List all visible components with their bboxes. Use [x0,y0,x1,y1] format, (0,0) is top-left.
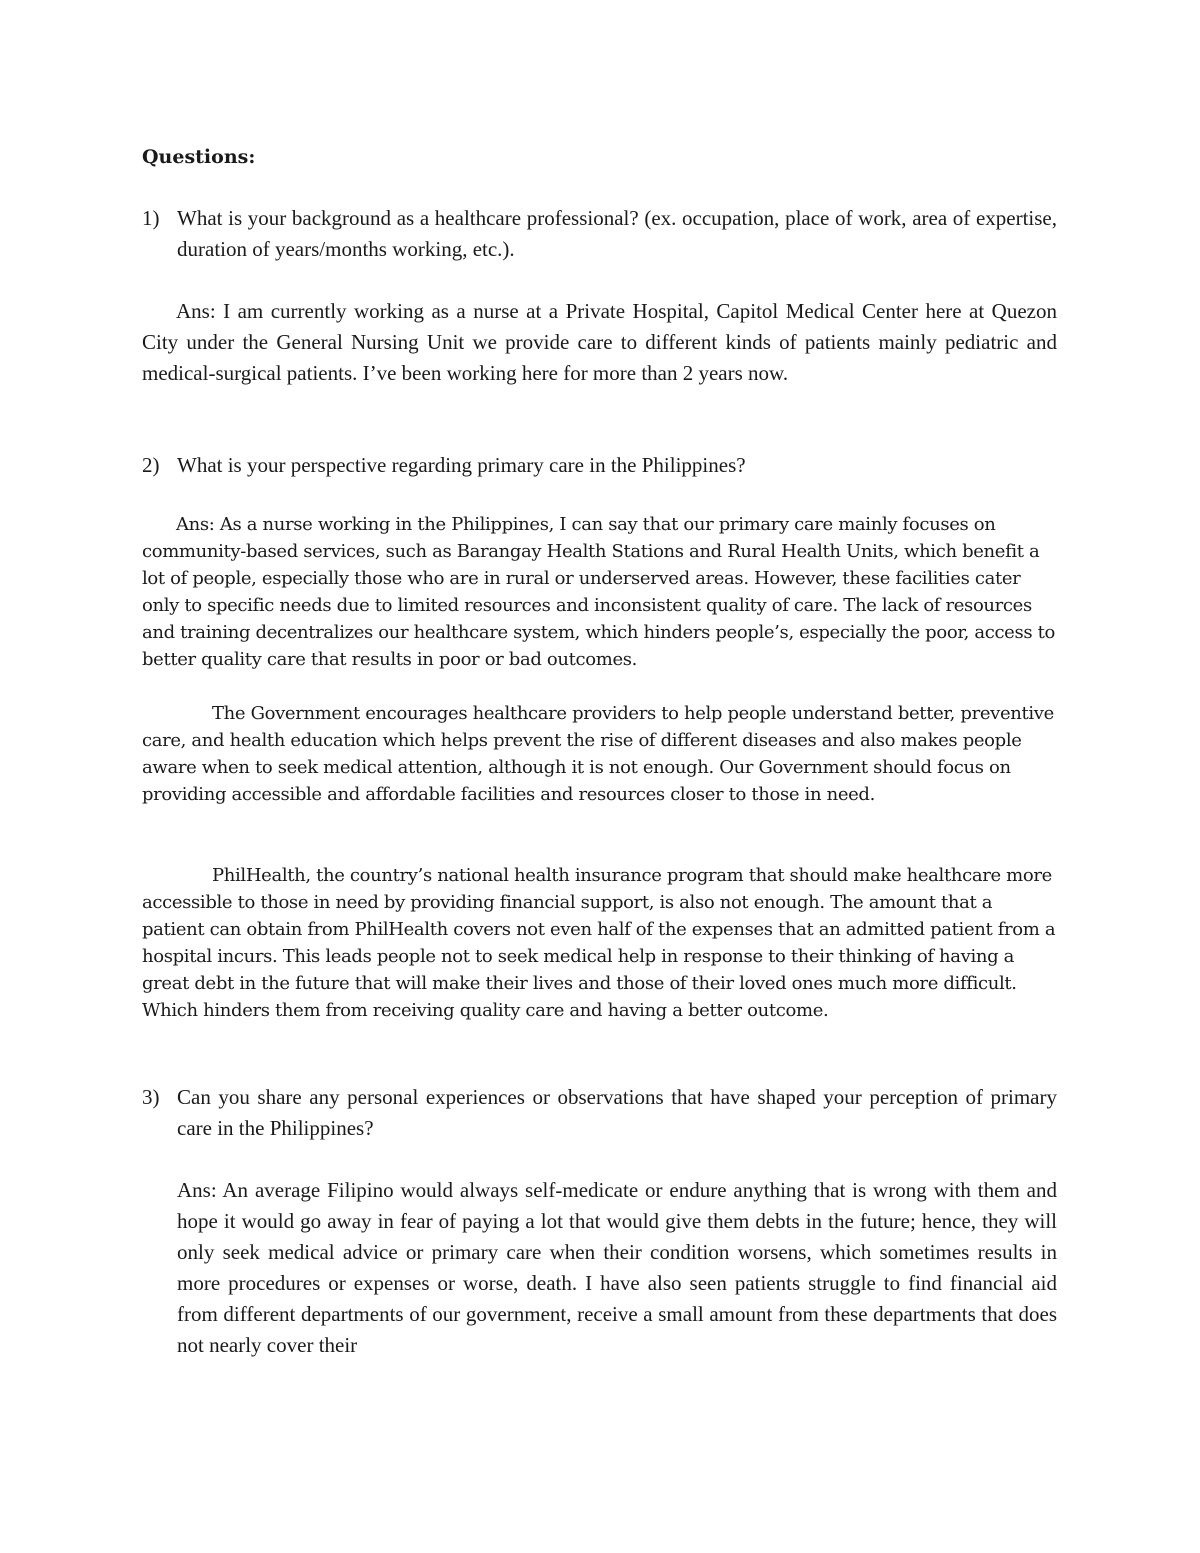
answer-2-paragraph-2: The Government encourages healthcare providers to help people understand better, preventive care, and health education which helps prevent the rise of different diseases and also makes people aware when to seek medical attention, although it is not enough. Our Government should focus on providing accessible and affordable facilities and resources closer to those in need. [142,703,1054,805]
page-heading: Questions: [142,146,256,168]
question-3-number: 3) [142,1085,160,1109]
question-2-text: What is your perspective regarding primary care in the Philippines? [177,453,746,477]
answer-1-text: Ans: I am currently working as a nurse at a Private Hospital, Capitol Medical Center here at Quezon City under the General Nursing Unit we provide care to different kinds of patients mainly pediatric and medical-surgical patients. I’ve been working here for more than 2 years now. [142,299,1057,385]
question-1-number: 1) [142,206,160,230]
question-1-text: What is your background as a healthcare professional? (ex. occupation, place of work, area of expertise, duration of years/months working, etc.). [177,206,1057,261]
answer-2-paragraph-3: PhilHealth, the country’s national health insurance program that should make healthcare more accessible to those in need by providing financial support, is also not enough. The amount that a patient can obtain from PhilHealth covers not even half of the expenses that an admitted patient from a hospital incurs. This leads people not to seek medical help in response to their thinking of having a great debt in the future that will make their lives and those of their loved ones much more difficult. Which hinders them from receiving quality care and having a better outcome. [142,865,1056,1021]
question-2-number: 2) [142,453,160,477]
answer-3-text: Ans: An average Filipino would always self-medicate or endure anything that is wrong with them and hope it would go away in fear of paying a lot that would give them debts in the future; hence, they will only seek medical advice or primary care when their condition worsens, which sometimes results in more procedures or expenses or worse, death. I have also seen patients struggle to find financial aid from different departments of our government, receive a small amount from these departments that does not nearly cover their [177,1178,1057,1357]
question-3-text: Can you share any personal experiences or observations that have shaped your perception of primary care in the Philippines? [177,1085,1057,1140]
answer-2-paragraph-1: Ans: As a nurse working in the Philippines, I can say that our primary care mainly focuses on community-based services, such as Barangay Health Stations and Rural Health Units, which benefit a lot of people, especially those who are in rural or underserved areas. However, these facilities cater only to specific needs due to limited resources and inconsistent quality of care. The lack of resources and training decentralizes our healthcare system, which hinders people’s, especially the poor, access to better quality care that results in poor or bad outcomes. [142,514,1056,670]
